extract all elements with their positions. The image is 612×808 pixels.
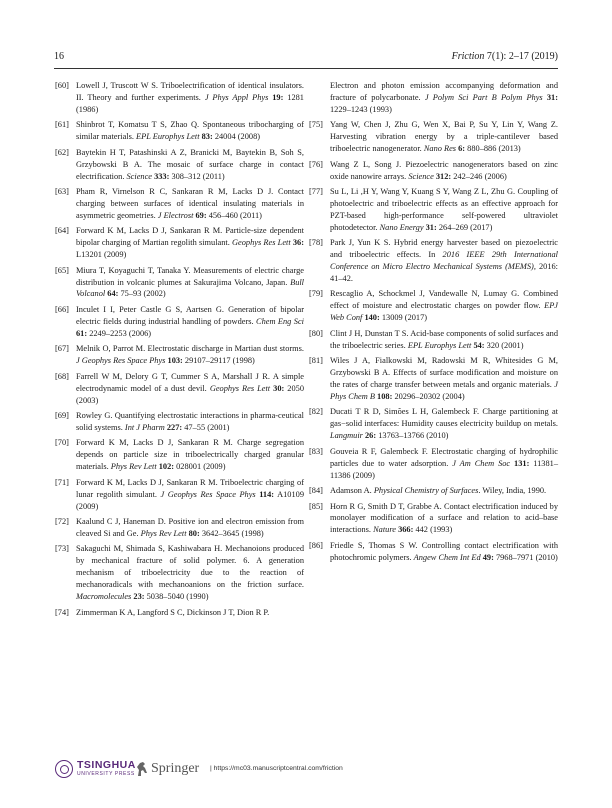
reference-journal: J Phys Appl Phys <box>204 92 269 102</box>
reference-number: [77] <box>309 187 323 197</box>
reference-pages: 3642–3645 (1998) <box>199 528 264 538</box>
reference-text: Sakaguchi M, Shimada S, Kashiwabara H. Mechanoions produced by mechanical fracture of solid polymer. 6. A generation mechanism of triboelectricity due to the reaction of mechanoradicals with mechanoanions on the friction surface. <box>76 544 304 590</box>
reference-text: Kaalund C J, Haneman D. Positive ion and electron emission from cleaved Si and Ge. <box>76 517 304 538</box>
reference-journal: 2016 IEEE 29th International Conference on Micro Electro Mechanical Systems (MEMS) <box>330 250 558 272</box>
reference-volume: 49: <box>480 552 494 562</box>
reference-volume: 102: <box>156 462 175 472</box>
reference-pages: 13763–13766 (2010) <box>376 431 449 441</box>
reference-entry <box>55 371 304 407</box>
reference-entry <box>55 119 304 143</box>
reference-entry <box>55 265 304 301</box>
reference-volume: 366: <box>395 525 414 535</box>
reference-entry <box>309 159 558 183</box>
reference-entry <box>55 607 304 619</box>
reference-pages: 242–246 (2006) <box>451 171 507 181</box>
reference-number: [62] <box>55 147 69 157</box>
journal-citation <box>452 51 558 62</box>
reference-volume: 61: <box>76 328 88 338</box>
reference-volume: 333: <box>151 171 170 181</box>
reference-number: [68] <box>55 371 69 381</box>
reference-text: Wiles J A, Fialkowski M, Radowski M R, Whitesides G M, Grzybowski B A. Effects of surface modification and moisture on the rates of charge transfer between metals and organic materials. <box>330 356 558 389</box>
reference-number: [85] <box>309 501 323 511</box>
reference-journal: J Geophys Res Space Phys <box>76 356 166 366</box>
reference-entry <box>55 477 304 513</box>
running-header <box>54 51 558 65</box>
reference-text: Forward K M, Lacks D J, Sankaran R M. Charge segregation depends on particle size in triboelectrically charged granular materials. <box>76 438 304 472</box>
references-right-column <box>309 80 558 567</box>
reference-text: Horn R G, Smith D T, Grabbe A. Contact electrification induced by monolayer modification of a surface and relation to acid–base interactions. <box>330 501 558 535</box>
reference-text: Su L, Li ,H Y, Wang Y, Kuang S Y, Wang Z L, Zhu G. Coupling of photoelectric and triboelectric effects as an effective approach for PZT-based high-performance self-powered ultraviolet photodetector. <box>330 187 558 232</box>
reference-number: [74] <box>55 607 69 617</box>
reference-volume: 19: <box>268 92 284 102</box>
reference-volume: 114: <box>255 489 275 499</box>
reference-text: Pham R, Virnelson R C, Sankaran R M, Lacks D J. Contact charging between surfaces of identical insulating materials in asymmetric geometries. <box>76 187 304 220</box>
reference-text: Shinbrot T, Komatsu T S, Zhao Q. Spontaneous tribocharging of similar materials. <box>76 120 304 142</box>
reference-text: Yang W, Chen J, Zhu G, Wen X, Bai P, Su Y, Lin Y, Wang Z. Harvesting vibration energy by a triple-cantilever based triboelectric nanogenerator. <box>330 120 558 154</box>
reference-journal: J Am Chem Soc <box>452 458 511 468</box>
reference-text: Lowell J, Truscott W S. Triboelectrification of identical insulators. II. Theory and further experiments. <box>76 81 304 102</box>
reference-pages: 2050 (2003) <box>76 383 304 405</box>
reference-continuation: Electron and photon emission accompanying deformation and fracture of polycarbonate. J Polym Sci Part B Polym Phys 31: 1229–1243 (1993) <box>330 81 558 114</box>
tsinghua-seal-icon <box>55 760 73 778</box>
reference-pages: 264–269 (2017) <box>436 222 493 232</box>
reference-entry <box>55 225 304 261</box>
reference-text: Ducati T R D, Simões L H, Galembeck F. Charge partitioning at gas−solid interfaces: Humidity causes electricity buildup on metals. <box>330 407 558 429</box>
reference-number: [73] <box>55 544 69 554</box>
reference-number: [71] <box>55 477 69 487</box>
reference-text: Wang Z L, Song J. Piezoelectric nanogenerators based on zinc oxide nanowire arrays. <box>330 159 558 181</box>
reference-pages: A10109 (2009) <box>76 489 304 511</box>
reference-volume: 64: <box>105 289 119 299</box>
reference-journal: Int J Pharm <box>124 422 165 432</box>
reference-number: [86] <box>309 540 323 550</box>
reference-number: [72] <box>55 517 69 527</box>
reference-pages: 442 (1993) <box>413 525 453 535</box>
reference-number: [63] <box>55 187 69 197</box>
reference-number: [64] <box>55 226 69 236</box>
reference-volume: 54: <box>471 340 485 350</box>
reference-text: Melnik O, Parrot M. Electrostatic discharge in Martian dust storms. <box>76 344 304 354</box>
journal-name: Friction <box>451 51 485 62</box>
reference-volume: 227: <box>164 422 183 432</box>
reference-volume: 108: <box>374 391 393 401</box>
reference-entry <box>55 543 304 603</box>
reference-number: [60] <box>55 81 69 90</box>
reference-journal: Chem Eng Sci <box>256 316 304 326</box>
reference-entry <box>55 186 304 222</box>
reference-volume: 140: <box>362 313 380 323</box>
reference-text: Farrell W M, Delory G T, Cummer S A, Marshall J R. A simple electrodynamic model of a dust devil. <box>76 371 304 393</box>
reference-journal: EPL Europhys Lett <box>136 132 200 142</box>
reference-text: Park J, Yun K S. Hybrid energy harvester based on piezoelectric and triboelectric effects. In <box>330 238 558 260</box>
reference-entry <box>55 343 304 367</box>
reference-entry <box>309 406 558 442</box>
reference-volume: 80: <box>186 528 200 538</box>
reference-volume: 6: <box>456 144 466 154</box>
header-rule <box>54 68 558 69</box>
reference-number: [66] <box>55 304 69 314</box>
reference-entry <box>55 147 304 183</box>
reference-pages: 5038–5040 (1990) <box>144 592 209 602</box>
reference-text: Rescaglio A, Schockmel J, Vandewalle N, Lumay G. Combined effect of moisture and electrostatic charges on powder flow. <box>330 289 558 311</box>
reference-journal: Macromolecules <box>76 592 132 602</box>
reference-journal: Phys Rev Lett <box>140 528 187 538</box>
reference-entry <box>309 540 558 564</box>
page-number: 16 <box>54 51 64 62</box>
reference-number: [84] <box>309 486 323 496</box>
reference-entry <box>55 304 304 340</box>
reference-pages: 47–55 (2001) <box>182 422 230 432</box>
reference-text: Forward K M, Lacks D J, Sankaran R M. Triboelectric charging of lunar regolith simulant. <box>76 477 304 499</box>
reference-number: [76] <box>309 159 323 169</box>
tsinghua-press-logo: TSINGHUA UNIVERSITY PRESS <box>55 758 135 780</box>
reference-text: Inculet I I, Peter Castle G S, Aartsen G. Generation of bipolar electric fields during industrial handling of powders. <box>76 304 304 326</box>
reference-entry <box>309 119 558 155</box>
reference-entry <box>309 288 558 324</box>
reference-number: [83] <box>309 446 323 456</box>
reference-journal: Science <box>408 171 434 181</box>
reference-pages: 20296–20302 (2004) <box>392 391 465 401</box>
reference-pages: 2249–2253 (2006) <box>87 328 152 338</box>
reference-journal: Phys Rev Lett <box>110 462 157 472</box>
reference-pages: 13009 (2017) <box>379 313 428 323</box>
reference-number: [82] <box>309 407 323 417</box>
reference-text: Miura T, Koyaguchi T, Tanaka Y. Measurements of electric charge distribution in volcanic plumes at Sakurajima Volcano, Japan. <box>76 265 304 287</box>
reference-volume: 131: <box>510 458 530 468</box>
reference-pages: 75–93 (2002) <box>118 289 166 299</box>
reference-pages: . Wiley, India, 1990. <box>478 486 547 496</box>
reference-number: [67] <box>55 344 69 354</box>
reference-number: [69] <box>55 411 69 420</box>
reference-volume: 312: <box>433 171 452 181</box>
reference-journal: J Electrost <box>157 210 194 220</box>
springer-logo: Springer <box>135 759 207 779</box>
reference-pages: 24004 (2008) <box>212 132 261 142</box>
reference-pages: , 2016: 41–42. <box>330 262 558 283</box>
reference-entry <box>309 501 558 537</box>
reference-pages: 7968–7971 (2010) <box>493 552 558 562</box>
reference-volume: 36: <box>290 238 304 248</box>
reference-pages: 456–460 (2011) <box>206 210 262 220</box>
reference-pages: 320 (2001) <box>484 340 524 350</box>
reference-entry <box>309 186 558 234</box>
reference-text: Gouveia R F, Galembeck F. Electrostatic charging of hydrophilic particles due to water adsorption. <box>330 446 558 468</box>
reference-pages: 880–886 (2013) <box>465 144 521 154</box>
reference-journal: Geophys Res Lett <box>209 383 271 393</box>
reference-volume: 31: <box>423 222 437 232</box>
reference-journal: J Geophys Res Space Phys <box>160 489 256 499</box>
reference-journal: Bull Volcanol <box>76 277 304 299</box>
volume-issue: 7(1): 2–17 (2019) <box>484 51 558 62</box>
reference-volume: 83: <box>199 132 213 142</box>
reference-volume: 69: <box>193 210 207 220</box>
reference-text: Friedle S, Thomas S W. Controlling contact electrification with photochromic polymers. <box>330 540 558 562</box>
reference-journal: Nano Energy <box>379 222 424 232</box>
springer-horse-icon <box>135 761 149 777</box>
reference-pages: L13201 (2009) <box>76 250 127 260</box>
reference-number: [75] <box>309 120 323 130</box>
reference-pages: 308–312 (2011) <box>169 171 225 181</box>
reference-entry <box>55 80 304 116</box>
reference-volume: 103: <box>165 356 183 366</box>
reference-text: Forward K M, Lacks D J, Sankaran R M. Particle-size dependent bipolar charging of Martian regolith simulant. <box>76 226 304 248</box>
reference-text: Baytekin H T, Patashinski A Z, Branicki M, Baytekin B, Soh S, Grzybowski B A. The mosaic of surface charge in contact electrification. <box>76 147 304 181</box>
reference-entry <box>309 446 558 482</box>
reference-text: Zimmerman K A, Langford S C, Dickinson J T, Dion R P. <box>76 607 270 617</box>
reference-number: [78] <box>309 238 323 248</box>
reference-journal: Langmuir <box>330 431 363 441</box>
reference-entry <box>309 355 558 403</box>
reference-text: Rowley G. Quantifying electrostatic interactions in pharma-ceutical solid systems. <box>76 411 304 432</box>
reference-journal: EPJ Web Conf <box>330 301 558 323</box>
reference-journal: Physical Chemistry of Surfaces <box>373 486 479 496</box>
reference-entry <box>309 328 558 352</box>
reference-entry <box>309 485 558 497</box>
reference-text: Clint J H, Dunstan T S. Acid-base components of solid surfaces and the triboelectric series. <box>330 328 558 350</box>
reference-pages: 11381–11386 (2009) <box>330 458 558 480</box>
reference-text: Adamson A. <box>330 486 374 496</box>
reference-journal: Angew Chem Int Ed <box>413 552 481 562</box>
references-left-column <box>55 80 304 622</box>
page-footer <box>55 758 435 780</box>
reference-journal: Geophys Res Lett <box>232 238 291 248</box>
reference-journal: EPL Europhys Lett <box>407 340 472 350</box>
journal-url[interactable]: | https://mc03.manuscriptcentral.com/friction <box>210 765 343 772</box>
reference-number: [80] <box>309 328 323 338</box>
reference-journal: Science <box>126 171 152 181</box>
reference-number: [65] <box>55 265 69 275</box>
reference-pages: 028001 (2009) <box>174 462 226 472</box>
reference-journal: J Phys Chem B <box>330 380 558 401</box>
reference-volume: 26: <box>362 431 377 441</box>
reference-number: [79] <box>309 289 323 299</box>
reference-number: [70] <box>55 438 69 448</box>
reference-entry <box>55 410 304 434</box>
reference-entry <box>309 237 558 285</box>
reference-pages: 29107–29117 (1998) <box>182 356 255 366</box>
reference-entry <box>55 516 304 540</box>
reference-volume: 30: <box>270 383 285 393</box>
reference-journal: Nano Res <box>423 144 457 154</box>
reference-number: [81] <box>309 356 323 366</box>
reference-volume: 23: <box>131 592 145 602</box>
reference-pages: 1281 (1986) <box>76 92 304 114</box>
reference-journal: Nature <box>373 525 396 535</box>
reference-entry <box>55 437 304 473</box>
reference-number: [61] <box>55 120 69 130</box>
